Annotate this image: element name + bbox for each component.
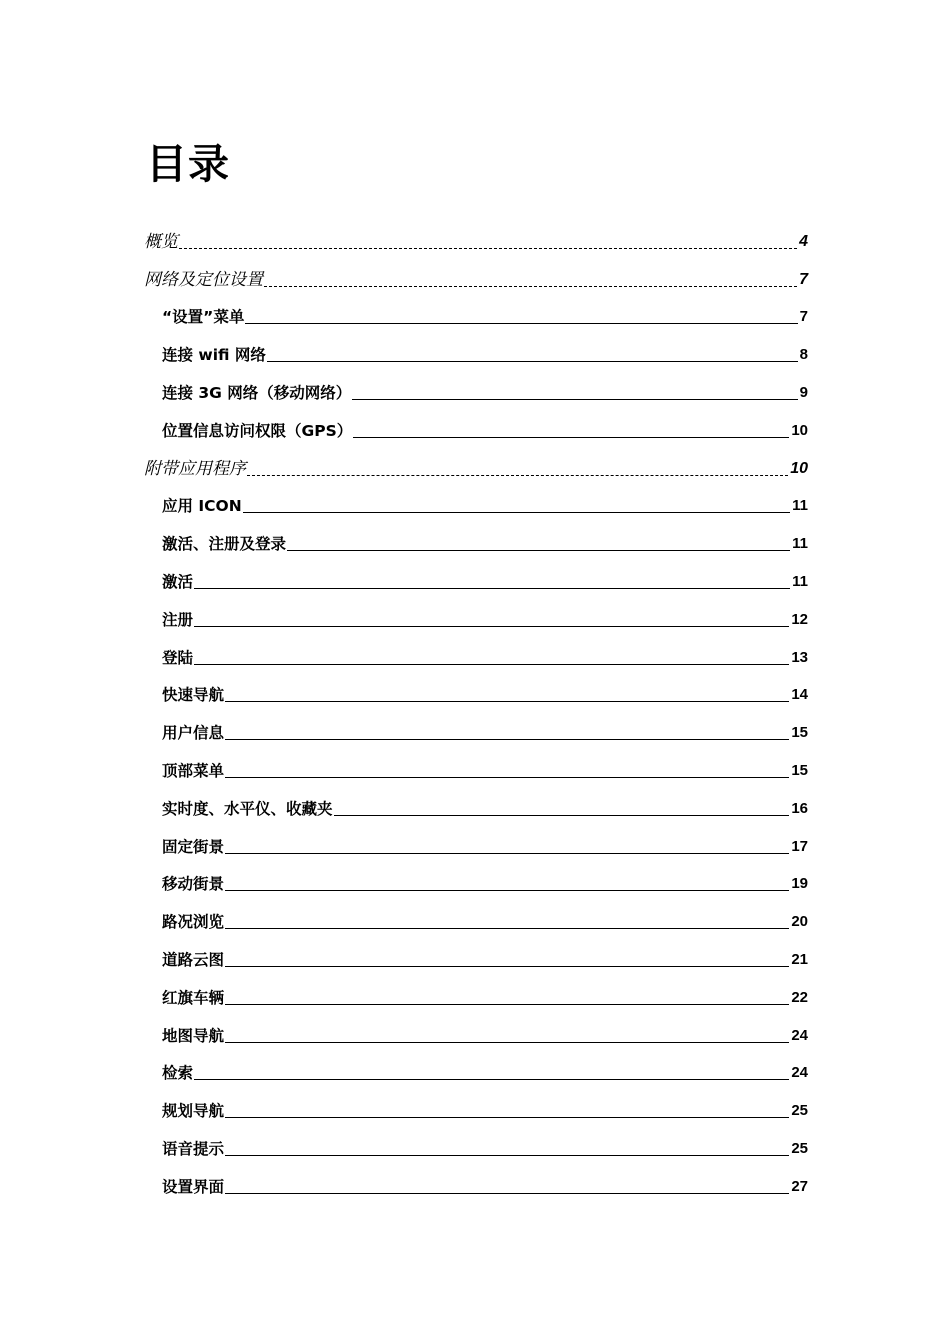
toc-entry-label: 连接 3G 网络（移动网络） — [162, 383, 352, 402]
toc-page-number: 21 — [791, 950, 808, 968]
toc-leader-line — [194, 588, 790, 589]
toc-page-number: 12 — [791, 610, 808, 628]
toc-entry-level-2[interactable] — [144, 1124, 808, 1162]
toc-entry-level-2[interactable] — [144, 482, 808, 520]
toc-entry-label: 语音提示 — [162, 1139, 225, 1158]
toc-entry-level-2[interactable] — [144, 822, 808, 860]
toc-entry-level-2[interactable] — [144, 557, 808, 595]
toc-entry-level-2[interactable] — [144, 330, 808, 368]
toc-page-number: 9 — [799, 383, 808, 401]
toc-entry-level-2[interactable] — [144, 860, 808, 898]
toc-page-number: 24 — [791, 1064, 808, 1082]
toc-entry-level-2[interactable] — [144, 595, 808, 633]
toc-entry-label: 快速导航 — [162, 686, 225, 705]
toc-leader-line — [194, 664, 789, 665]
toc-page-number: 14 — [791, 686, 808, 704]
toc-leader-line — [225, 853, 789, 854]
toc-leader-line — [243, 512, 790, 513]
toc-entry-level-2[interactable] — [144, 633, 808, 671]
toc-leader-line — [247, 475, 788, 476]
toc-page-number: 20 — [791, 913, 808, 931]
toc-page-number: 17 — [791, 837, 808, 855]
toc-entry-level-2[interactable] — [144, 671, 808, 709]
toc-leader-line — [225, 701, 789, 702]
toc-entry-level-2[interactable] — [144, 406, 808, 444]
toc-leader-line — [225, 1155, 789, 1156]
toc-page-number: 22 — [791, 988, 808, 1006]
toc-entry-level-2[interactable] — [144, 784, 808, 822]
toc-page-number: 11 — [792, 497, 808, 515]
toc-entry-label: 地图导航 — [162, 1026, 225, 1045]
toc-page-number: 4 — [799, 232, 808, 250]
toc-entry-level-1[interactable] — [144, 444, 808, 482]
toc-entry-label: 规划导航 — [162, 1102, 225, 1121]
toc-list — [144, 217, 808, 1200]
toc-page-number: 19 — [791, 875, 808, 893]
toc-entry-level-2[interactable] — [144, 708, 808, 746]
toc-leader-line — [352, 399, 797, 400]
toc-page-number: 25 — [791, 1102, 808, 1120]
toc-entry-label: 注册 — [162, 610, 194, 629]
toc-entry-level-2[interactable] — [144, 1049, 808, 1087]
toc-entry-label: 设置界面 — [162, 1177, 225, 1196]
toc-entry-label: 道路云图 — [162, 950, 225, 969]
toc-leader-line — [225, 966, 789, 967]
toc-page-number: 7 — [799, 270, 808, 288]
toc-entry-level-1[interactable] — [144, 217, 808, 255]
toc-entry-level-2[interactable] — [144, 897, 808, 935]
toc-title: 目录 — [146, 140, 230, 188]
toc-leader-line — [287, 550, 790, 551]
toc-entry-level-2[interactable] — [144, 935, 808, 973]
toc-entry-label: 移动街景 — [162, 875, 225, 894]
toc-page-number: 10 — [791, 421, 808, 439]
toc-entry-level-1[interactable] — [144, 255, 808, 293]
toc-page-number: 11 — [792, 535, 808, 553]
toc-page-number: 7 — [799, 308, 808, 326]
toc-leader-line — [225, 1193, 789, 1194]
toc-entry-label: 连接 wifi 网络 — [162, 346, 266, 365]
toc-entry-label: 登陆 — [162, 648, 194, 667]
toc-leader-line — [225, 1042, 789, 1043]
toc-entry-label: 顶部菜单 — [162, 761, 225, 780]
toc-entry-label: 概览 — [144, 231, 178, 252]
toc-entry-level-2[interactable] — [144, 1162, 808, 1200]
toc-page-number: 24 — [791, 1026, 808, 1044]
toc-entry-label: 激活、注册及登录 — [162, 535, 287, 554]
toc-entry-label: 网络及定位设置 — [144, 269, 263, 290]
toc-entry-label: 用户信息 — [162, 724, 225, 743]
toc-leader-line — [225, 739, 789, 740]
toc-entry-label: 检索 — [162, 1064, 194, 1083]
toc-leader-line — [225, 777, 789, 778]
toc-leader-line — [267, 361, 798, 362]
toc-page-number: 15 — [791, 724, 808, 742]
toc-page-number: 16 — [791, 799, 808, 817]
toc-leader-line — [194, 626, 789, 627]
toc-leader-line — [225, 890, 789, 891]
toc-entry-level-2[interactable] — [144, 368, 808, 406]
toc-entry-label: 固定街景 — [162, 837, 225, 856]
toc-page-number: 13 — [791, 648, 808, 666]
toc-entry-level-2[interactable] — [144, 1011, 808, 1049]
toc-entry-label: 红旗车辆 — [162, 988, 225, 1007]
toc-page-number: 25 — [791, 1139, 808, 1157]
toc-entry-label: 实时度、水平仪、收藏夹 — [162, 799, 333, 818]
toc-entry-level-2[interactable] — [144, 746, 808, 784]
toc-page-number: 27 — [791, 1177, 808, 1195]
toc-entry-level-2[interactable] — [144, 519, 808, 557]
toc-leader-line — [225, 1117, 789, 1118]
toc-leader-line — [194, 1079, 789, 1080]
toc-page-number: 11 — [792, 572, 808, 590]
toc-entry-level-2[interactable] — [144, 973, 808, 1011]
toc-entry-label: 路况浏览 — [162, 913, 225, 932]
toc-leader-line — [334, 815, 790, 816]
toc-entry-label: 附带应用程序 — [144, 458, 246, 479]
toc-page-number: 8 — [799, 346, 808, 364]
toc-leader-line — [225, 1004, 789, 1005]
toc-leader-line — [353, 437, 789, 438]
toc-page-number: 10 — [790, 459, 808, 477]
toc-leader-line — [225, 928, 789, 929]
toc-entry-label: 位置信息访问权限（GPS） — [162, 421, 353, 440]
toc-leader-line — [179, 248, 797, 249]
toc-entry-level-2[interactable] — [144, 293, 808, 331]
toc-entry-level-2[interactable] — [144, 1086, 808, 1124]
toc-leader-line — [245, 323, 797, 324]
toc-leader-line — [264, 286, 797, 287]
toc-page-number: 15 — [791, 761, 808, 779]
toc-entry-label: 应用 ICON — [162, 497, 242, 516]
toc-entry-label: “设置”菜单 — [162, 308, 245, 327]
toc-entry-label: 激活 — [162, 572, 194, 591]
